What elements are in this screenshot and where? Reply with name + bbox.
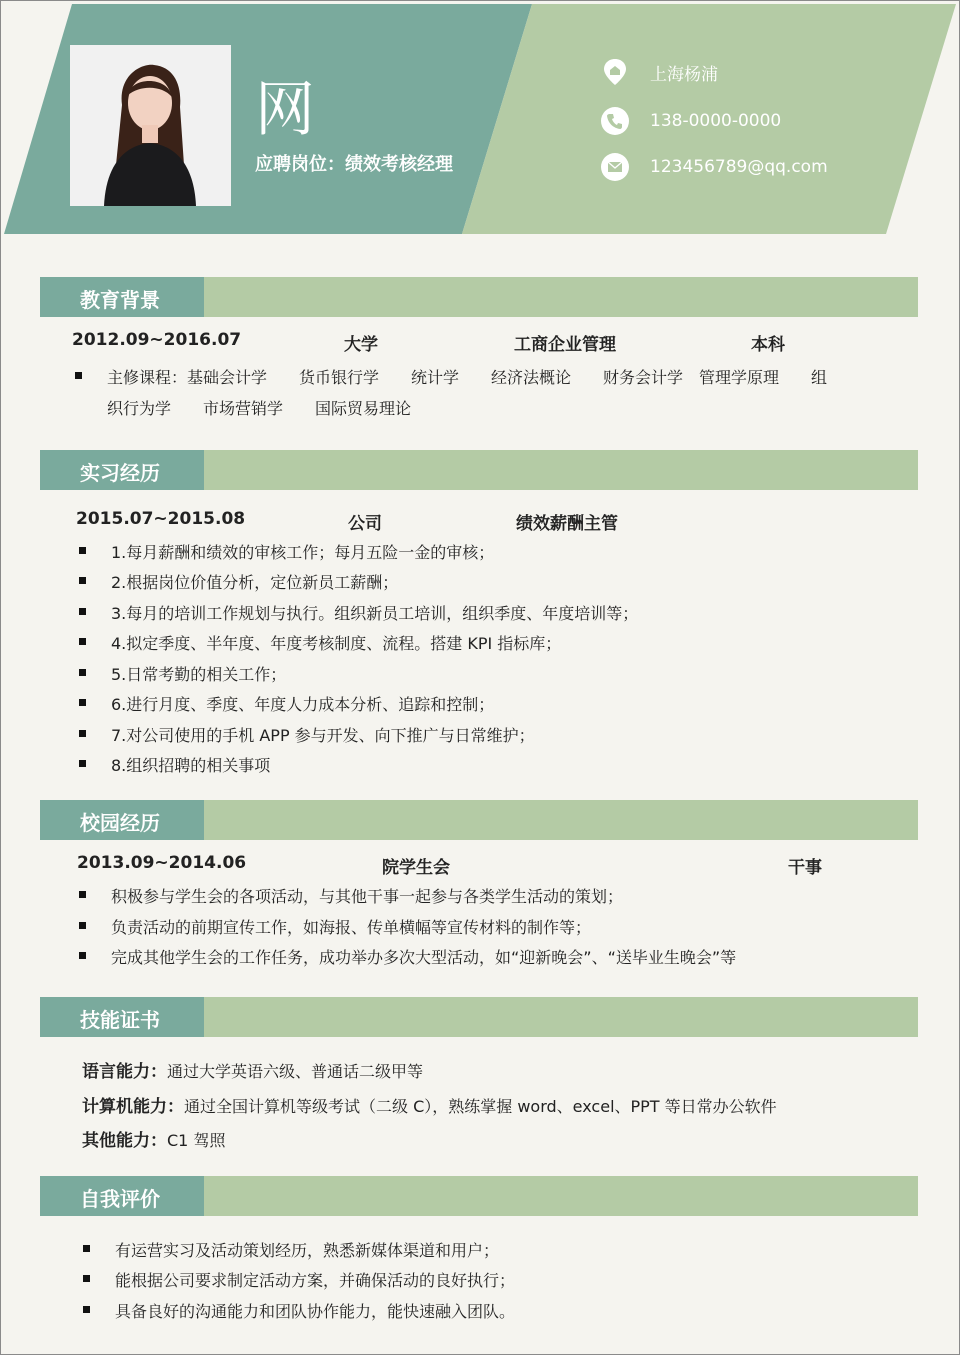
skill-row (82, 1092, 777, 1117)
contact-phone (600, 106, 781, 136)
internship-company: 公司 (348, 514, 382, 534)
bullet (83, 1275, 90, 1282)
resume-header (0, 0, 960, 236)
bullet (79, 699, 86, 706)
internship-item: 3.每月的培训工作规划与执行。组织新员工培训，组织季度、年度培训等； (111, 604, 639, 623)
bullet (79, 922, 86, 929)
phone-text: 138-0000-0000 (650, 111, 782, 131)
internship-item: 1.每月薪酬和绩效的审核工作；每月五险一金的审核； (111, 543, 495, 562)
person-photo-icon (70, 45, 231, 206)
internship-item: 5.日常考勤的相关工作； (111, 665, 287, 684)
skill-text: 通过大学英语六级、普通话二级甲等 (167, 1062, 424, 1081)
email-icon (600, 152, 630, 182)
internship-item: 7.对公司使用的手机 APP 参与开发、向下推广与日常维护； (111, 726, 535, 745)
skill-label: 语言能力： (82, 1062, 167, 1082)
campus-item: 完成其他学生会的工作任务，成功举办多次大型活动，如“迎新晚会”、“送毕业生晚会”等 (111, 948, 737, 967)
education-degree: 本科 (751, 335, 785, 355)
section-title: 实习经历 (80, 461, 160, 485)
education-courses-line1: 主修课程：基础会计学 货币银行学 统计学 经济法概论 财务会计学 管理学原理 组 (107, 368, 828, 387)
section-skills-header (40, 997, 918, 1037)
internship-item: 8.组织招聘的相关事项 (111, 756, 271, 775)
skill-row (82, 1126, 225, 1151)
skill-text: 通过全国计算机等级考试（二级 C），熟练掌握 word、excel、PPT 等日常办公软件 (184, 1097, 777, 1116)
campus-role: 干事 (788, 858, 822, 878)
bullet (79, 891, 86, 898)
campus-period: 2013.09~2014.06 (77, 853, 247, 873)
internship-item: 2.根据岗位价值分析，定位新员工薪酬； (111, 573, 399, 592)
bullet (79, 730, 86, 737)
email-text: 123456789@qq.com (650, 157, 828, 177)
internship-item: 6.进行月度、季度、年度人力成本分析、追踪和控制； (111, 695, 495, 714)
section-title: 技能证书 (80, 1008, 160, 1032)
bullet (75, 372, 82, 379)
profile-photo (70, 45, 231, 206)
bullet (79, 608, 86, 615)
self-evaluation-item: 能根据公司要求制定活动方案，并确保活动的良好执行； (115, 1271, 516, 1290)
campus-item: 积极参与学生会的各项活动，与其他干事一起参与各类学生活动的策划； (111, 887, 624, 906)
phone-icon (600, 106, 630, 136)
contact-location (600, 57, 718, 87)
location-text: 上海杨浦 (650, 64, 718, 85)
skill-text: C1 驾照 (167, 1131, 226, 1150)
bullet (83, 1306, 90, 1313)
bullet (79, 952, 86, 959)
candidate-name: 网 (255, 75, 317, 145)
bullet (79, 577, 86, 584)
education-school: 大学 (344, 335, 378, 355)
education-major: 工商企业管理 (514, 335, 616, 355)
section-self-evaluation-header (40, 1176, 918, 1216)
bullet (79, 669, 86, 676)
self-evaluation-item: 具备良好的沟通能力和团队协作能力，能快速融入团队。 (115, 1302, 516, 1321)
skill-label: 其他能力： (82, 1131, 167, 1151)
self-evaluation-item: 有运营实习及活动策划经历，熟悉新媒体渠道和用户； (115, 1241, 500, 1260)
bullet (83, 1245, 90, 1252)
internship-period: 2015.07~2015.08 (76, 509, 246, 529)
internship-item: 4.拟定季度、半年度、年度考核制度、流程。搭建 KPI 指标库； (111, 634, 562, 653)
location-pin-icon (600, 57, 630, 87)
section-education-header (40, 277, 918, 317)
section-title: 校园经历 (80, 811, 160, 835)
internship-position: 绩效薪酬主管 (516, 514, 618, 534)
bullet (79, 638, 86, 645)
campus-org: 院学生会 (382, 858, 450, 878)
section-title: 自我评价 (80, 1187, 160, 1211)
contact-email (600, 152, 828, 182)
bullet (79, 547, 86, 554)
section-internship-header (40, 450, 918, 490)
job-title: 应聘岗位：绩效考核经理 (255, 154, 453, 175)
campus-item: 负责活动的前期宣传工作，如海报、传单横幅等宣传材料的制作等； (111, 918, 592, 937)
skill-label: 计算机能力： (82, 1097, 184, 1117)
section-campus-header (40, 800, 918, 840)
education-period: 2012.09~2016.07 (72, 330, 242, 350)
education-courses-line2: 织行为学 市场营销学 国际贸易理论 (107, 399, 412, 418)
section-title: 教育背景 (80, 288, 160, 312)
bullet (79, 760, 86, 767)
skill-row (82, 1057, 423, 1082)
